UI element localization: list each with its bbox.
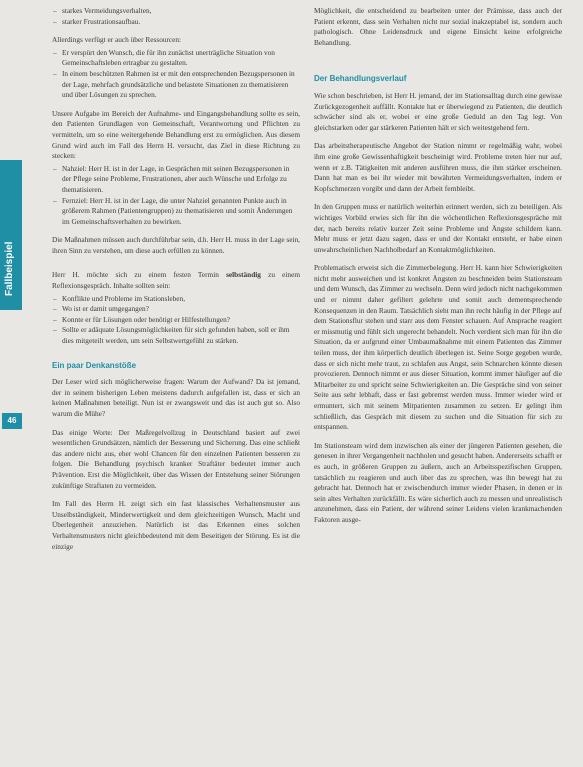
list-item: – Fernziel: Herr H. ist in der Lage, die unter Nahziel genannten Punkte auch in größerem Rahmen (Patientengruppen) zu thematisieren und somit Änderungen im Gemeinschaftsverhalten zu bewirken. — [62, 196, 300, 228]
appointment-text-pre: Herr H. möchte sich zu einem festen Termin — [52, 270, 227, 280]
appointment-paragraph — [52, 270, 300, 291]
section-heading: Der Behandlungsverlauf — [314, 74, 407, 84]
measures-paragraph: Die Maßnahmen müssen auch durchführbar sein, d.h. Herr H. muss in der Lage sein, ihren Sinn zu verstehen, um diese auch erfüllen zu können. — [52, 235, 300, 255]
goal-paragraph: Unsere Aufgabe im Bereich der Aufnahme- und Eingangsbehandlung sollte es sein, den Patienten Grundlagen von Gemeinschaft, Verantwortung und Pflichten zu vermitteln, um so eine weitergehende Behandlung erst zu ermöglichen. Aus diesem Grund wird auch im Fall des Herrn H. versucht, das Ziel in diese Richtung zu stecken: — [52, 108, 300, 161]
list-item: – In einem beschützten Rahmen ist er mit den entsprechenden Bezugspersonen in der Lage, mehrfach grundsätzliche und belastete Situationen zu thematisieren und über Lösungen zu sprechen. — [62, 69, 300, 101]
resources-list — [52, 48, 300, 101]
paragraph: Wie schon beschrieben, ist Herr H. jemand, der im Stationsalltag durch eine gewisse Zurückgezogenheit auffällt. Kontakte hat er überwiegend zu Patienten, die deutlich schwächer sind als er, wobei er eine große Geduld an den Tag legt. Von gleichstarken oder gar stärkeren Patienten hält er sich weitestgehend fern. — [314, 90, 562, 132]
paragraph: Das einige Worte: Der Maßregelvollzug in Deutschland basiert auf zwei wesentlichen Grundsätzen, nämlich der Besserung und Sicherung. Das eine schließt das andere nicht aus, eher wohl Chancen für den einzelnen Patienten besseren zu folgen. Die Behandlung psychisch kranker Straftäter bedeutet immer auch Prävention. Erst die Möglichkeit, über das Wissen der Entstehung seiner Störungen zukünftige Straftaten zu vermeiden. — [52, 427, 300, 490]
appointment-text-bold: selbständig — [226, 270, 261, 280]
resources-intro: Allerdings verfügt er auch über Ressourcen: — [52, 35, 182, 45]
top-bullet-list — [52, 6, 300, 27]
paragraph: Das arbeitstherapeutische Angebot der Station nimmt er regelmäßig wahr, wobei ihm eine große Gewissenhaftigkeit bescheinigt wird. Probleme treten hier nur auf, wenn er z.B. Tätigkeiten mit anderen ausführen muss, die ihm stärker erscheinen. Dann hat man es bei ihr wieder mit bewährten Vermeidungsverhalten, indem er Kopfschmerzen vorgibt und dann der Arbeit fernbleibt. — [314, 141, 562, 193]
paragraph: Der Leser wird sich möglicherweise fragen: Warum der Aufwand? Da ist jemand, der in seinem bisherigen Leben meistens dadurch aufgefallen ist, dass er sich an keinen Maßnahmen beteiligt. Nun ist er zwangsweit und das ist auch gut so. Also warum die Mühe? — [52, 377, 300, 418]
list-item: – starker Frustrationsaufbau. — [62, 17, 300, 28]
list-item: – Konflikte und Probleme im Stationsleben, — [62, 294, 300, 305]
list-item: – Wo ist er damit umgegangen? — [62, 304, 300, 315]
right-column — [314, 6, 562, 534]
list-item: – starkes Vermeidungsverhalten, — [62, 6, 300, 17]
list-item: – Konnte er für Lösungen oder benötigt er Hilfestellungen? — [62, 315, 300, 326]
page-number: 46 — [2, 413, 22, 429]
chapter-side-tab-label: Fallbeispiel — [4, 241, 15, 296]
section-heading: Ein paar Denkanstöße — [52, 360, 137, 370]
appointment-text-post: zu einem Reflexionsgespräch. Inhalte sollten sein: — [52, 270, 300, 291]
chapter-side-tab — [0, 160, 22, 310]
paragraph: Problematisch erweist sich die Zimmerbelegung. Herr H. kann hier Schwierigkeiten nicht mehr ausweichen und ist konkret Ängsten zu beschneiden beim Stationsteam und dem Wunsch, das Zimmer zu wechseln. Denn wird jedoch nicht nachgekommen und er nimmt daher gefiltert gelehrte und somit auch dementsprechende Konsequenzen in den Raum. Tatsächlich sieht man ihn recht häufig in der Pflege auf dem Stationsflur stehen und starr aus dem Fenster schauen. Auf Ansprache reagiert er missmutig und fühlt sich ungerecht behandelt. Noch verdient sich man für ihn die Situation, da er aufgrund einer Umbaumaßnahme mit einem Patienten das Zimmer teilen muss, der ihm körperlich deutlich überlegen ist. Seine Sorge gegeben wurde, dass er sich nicht mehr traut, zu schlafen aus Angst, sein Schnarchen könnte diesen provozieren. Dennoch nimmt er aus dieser Situation, kommt immer häufiger auf die Mitarbeiter zu und spricht seine Schwierigkeiten an. Die Gespräche sind von seiner Seite aus sehr lebhaft, dass er fast gebremst werden muss. Immer wieder wird er ermuntert, sich mit seinem Mitpatienten zusammen zu setzen. Er gelingt ihm schließlich, das Gespräch mit diesem zu suchen und die Situation für sich zu entspannen. — [314, 263, 562, 432]
paragraph: Im Stationsteam wird dem inzwischen als einer der jüngeren Patienten gesehen, die genesen in ihrer Vergangenheit nachholen und gesucht haben. Andererseits schafft er es auch, in größeren Gruppen zu äußern, auch an Arbeitsspezifischen Gruppen, tatsächlich zu reagieren und auch über das zu sprechen, was ihn bewegt hat zu gebracht hat. Dennoch hat er zwischendurch immer wieder Phasen, in denen er in sein altes Verhalten zurückfällt. Es wäre sicherlich auch zu messen und unrealistisch anzunehmen, dass ein Patient, der während seiner Leidens vielen krankmachenden Faktoren ausge- — [314, 440, 562, 524]
paragraph: Im Fall des Herrn H. zeigt sich ein fast klassisches Verhaltensmuster aus Unselbständigkeit, Minderwertigkeit und dem gleichzeitigen Wunsch, Macht und Überlegenheit anzuziehen. Natürlich ist das Erkennen eines solchen Verhaltensmusters nicht gleichbedeutend mit dem Beseitigen der Störung. Es ist die einzige — [52, 499, 300, 551]
list-item: – Nahziel: Herr H. ist in der Lage, in Gesprächen mit seinen Bezugspersonen in der Pflege seine Probleme, Frustrationen, aber auch Wünsche und Erfolge zu thematisieren. — [62, 164, 300, 196]
contents-list — [52, 294, 300, 347]
goals-list — [52, 164, 300, 228]
left-column — [52, 6, 300, 560]
list-item: – Sollte er adäquate Lösungsmöglichkeiten für sich gefunden haben, soll er ihm dies mitgeteilt werden, um sein Selbstwertgefühl zu stärken. — [62, 325, 300, 346]
paragraph: In den Gruppen muss er natürlich weiterhin erinnert werden, sich zu beteiligen. Als wichtiges Vorbild erwies sich für ihn die wöchentlichen Reflexionsgespräche mit der, nach bereits relativ kurzer Zeit seine Probleme und Ängste schildern kann. Mehr muss er jetzt dazu sagen, dass er und der Kontakt entsteht, er habe einen unwahrscheinlichen Nachholbedarf an Kontaktmöglichkeiten. — [314, 202, 562, 254]
paragraph: Möglichkeit, die entscheidend zu bearbeiten unter der Prämisse, dass auch der Patient erkennt, dass sein Verhalten nicht nur sozial inakzeptabel ist, sondern auch pathologisch. Ohne Leidensdruck und eigene Einsicht keine erfolgreiche Behandlung. — [314, 6, 562, 47]
list-item: – Er verspürt den Wunsch, die für ihn zunächst unerträgliche Situation von Gemeinschaftsleben ertragbar zu gestalten. — [62, 48, 300, 69]
